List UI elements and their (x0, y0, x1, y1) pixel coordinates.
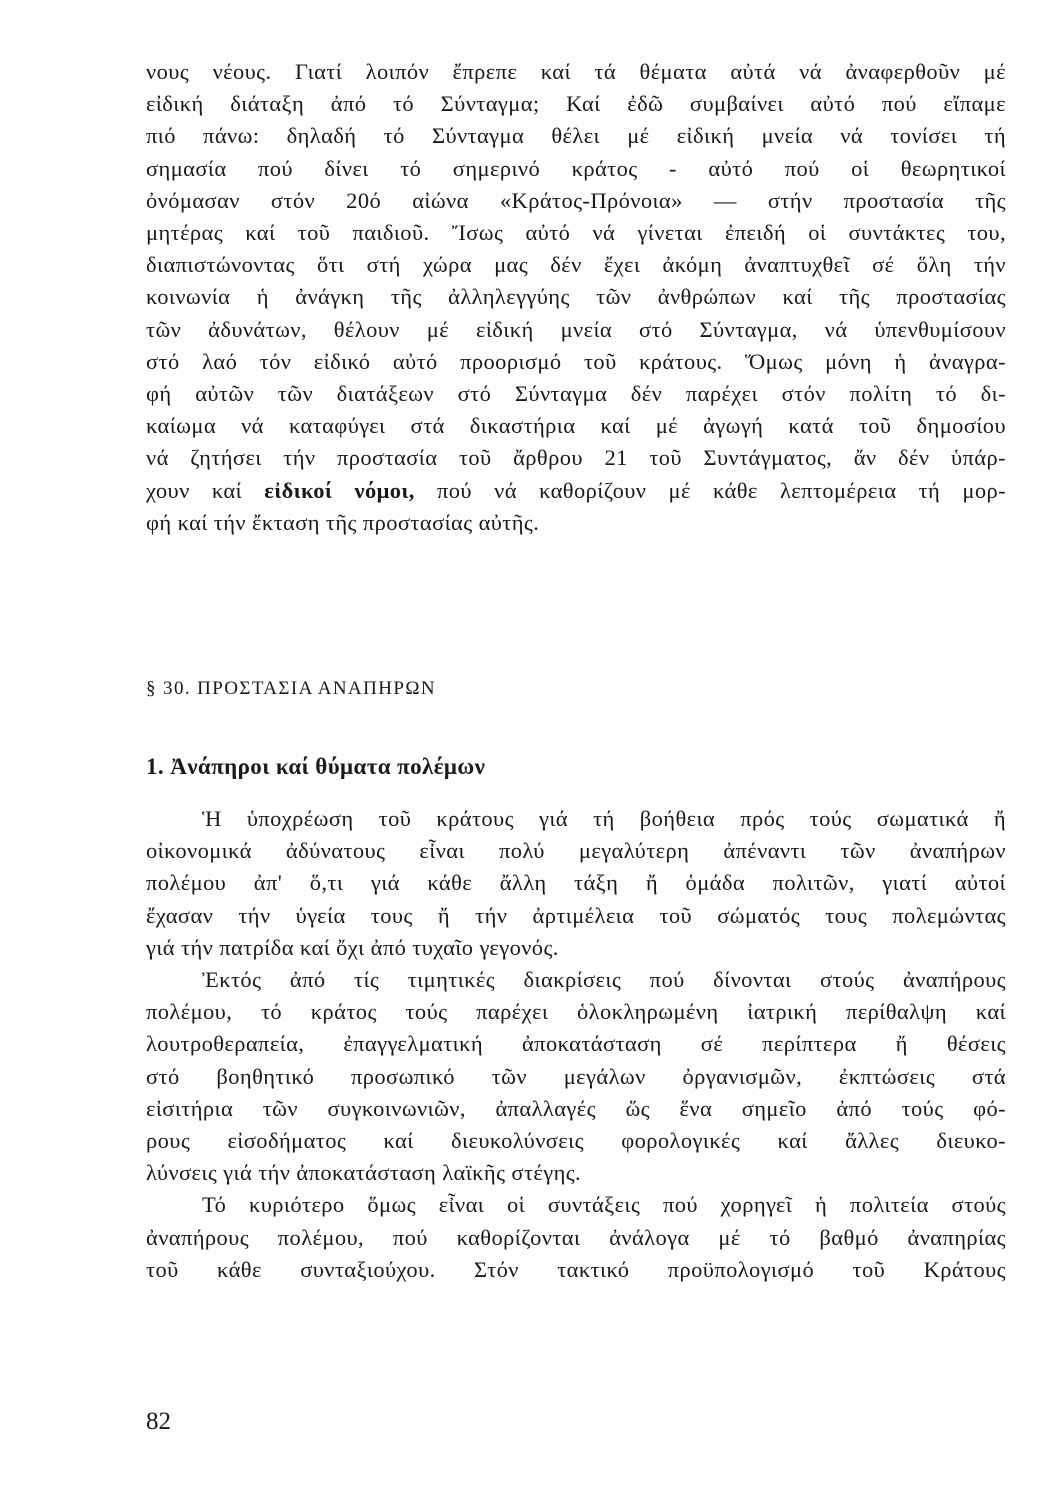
text-line: οἰκονομικά ἀδύνατους εἶναι πολύ μεγαλύτερη ἀπέναντι τῶν ἀναπήρων (146, 838, 1006, 864)
text-line: ἔχασαν τήν ὑγεία τους ἤ τήν ἀρτιμέλεια τοῦ σώματός τους πολεμώντας (146, 902, 1006, 928)
text-line: φή αὐτῶν τῶν διατάξεων στό Σύνταγμα δέν παρέχει στόν πολίτη τό δι- (146, 381, 1006, 407)
text-fragment: χουν καί (146, 477, 265, 503)
subsection-heading: 1. Ἀνάπηροι καί θύματα πολέμων (146, 754, 486, 779)
text-fragment: πού νά καθορίζουν μέ κάθε λεπτομέρεια τή μορ- (414, 477, 1006, 503)
text-line: καίωμα νά καταφύγει στά δικαστήρια καί μέ ἀγωγή κατά τοῦ δημοσίου (146, 413, 1006, 439)
text-line: Ἐκτός ἀπό τίς τιμητικές διακρίσεις πού δίνονται στούς ἀναπήρους (202, 967, 1006, 993)
text-line: λύνσεις γιά τήν ἀποκατάσταση λαϊκῆς στέγης. (146, 1160, 582, 1186)
body-paragraphs (146, 803, 1006, 1286)
text-line: Ἡ ὑποχρέωση τοῦ κράτους γιά τή βοήθεια πρός τούς σωματικά ἤ (202, 806, 1006, 831)
text-line: Τό κυριότερο ὅμως εἶναι οἱ συντάξεις πού χορηγεῖ ἡ πολιτεία στούς (202, 1192, 1006, 1218)
section-heading: § 30. ΠΡΟΣΤΑΣΙΑ ΑΝΑΠΗΡΩΝ (146, 678, 436, 699)
bold-phrase: εἰδικοί νόμοι, (264, 477, 415, 503)
text-line: τοῦ κάθε συνταξιούχου. Στόν τακτικό προϋπολογισμό τοῦ Κράτους (146, 1256, 1006, 1282)
text-line: εἰδική διάταξη ἀπό τό Σύνταγμα; Καί ἐδῶ συμβαίνει αὐτό πού εἴπαμε (146, 91, 1006, 117)
page-number: 82 (146, 1408, 171, 1435)
text-line: πιό πάνω: δηλαδή τό Σύνταγμα θέλει μέ εἰδική μνεία νά τονίσει τή (146, 123, 1006, 149)
text-line-with-bold (146, 475, 1006, 507)
text-line: σημασία πού δίνει τό σημερινό κράτος - αὐτό πού οἱ θεωρητικοί (146, 155, 1006, 181)
text-line: τῶν ἀδυνάτων, θέλουν μέ εἰδική μνεία στό Σύνταγμα, νά ὑπενθυμίσουν (146, 316, 1006, 342)
text-line: λουτροθεραπεία, ἐπαγγελματική ἀποκατάσταση σέ περίπτερα ἤ θέσεις (146, 1031, 1006, 1057)
text-line: εἰσιτήρια τῶν συγκοινωνιῶν, ἀπαλλαγές ὥς ἕνα σημεῖο ἀπό τούς φό- (146, 1095, 1006, 1121)
text-line: φή καί τήν ἔκταση τῆς προστασίας αὐτῆς. (146, 509, 540, 535)
text-line: ρους εἰσοδήματος καί διευκολύνσεις φορολογικές καί ἄλλες διευκο- (146, 1128, 1006, 1154)
text-line: ὀνόμασαν στόν 20ό αἰώνα «Κράτος-Πρόνοια» — στήν προστασία τῆς (146, 187, 1006, 213)
text-line: στό λαό τόν εἰδικό αὐτό προορισμό τοῦ κράτους. Ὅμως μόνη ἡ ἀναγρα- (146, 348, 1006, 374)
text-line: διαπιστώνοντας ὅτι στή χώρα μας δέν ἔχει ἀκόμη ἀναπτυχθεῖ σέ ὅλη τήν (146, 252, 1006, 278)
text-line: πολέμου, τό κράτος τούς παρέχει ὁλοκληρωμένη ἰατρική περίθαλψη καί (146, 999, 1006, 1025)
text-line: στό βοηθητικό προσωπικό τῶν μεγάλων ὀργανισμῶν, ἐκπτώσεις στά (146, 1063, 1006, 1089)
text-line: κοινωνία ἡ ἀνάγκη τῆς ἀλληλεγγύης τῶν ἀνθρώπων καί τῆς προστασίας (146, 284, 1006, 310)
text-line: ἀναπήρους πολέμου, πού καθορίζονται ἀνάλογα μέ τό βαθμό ἀναπηρίας (146, 1224, 1006, 1250)
text-line: νους νέους. Γιατί λοιπόν ἔπρεπε καί τά θέματα αὐτά νά ἀναφερθοῦν μέ (146, 59, 1006, 84)
text-line: γιά τήν πατρίδα καί ὄχι ἀπό τυχαῖο γεγονός. (146, 934, 559, 960)
text-line: νά ζητήσει τήν προστασία τοῦ ἄρθρου 21 τοῦ Συντάγματος, ἄν δέν ὑπάρ- (146, 445, 1006, 471)
text-line: πολέμου ἀπ' ὅ,τι γιά κάθε ἄλλη τάξη ἤ ὁμάδα πολιτῶν, γιατί αὐτοί (146, 870, 1006, 896)
top-paragraph (146, 56, 1006, 539)
text-line: μητέρας καί τοῦ παιδιοῦ. Ἴσως αὐτό νά γίνεται ἐπειδή οἱ συντάκτες του, (146, 220, 1006, 246)
